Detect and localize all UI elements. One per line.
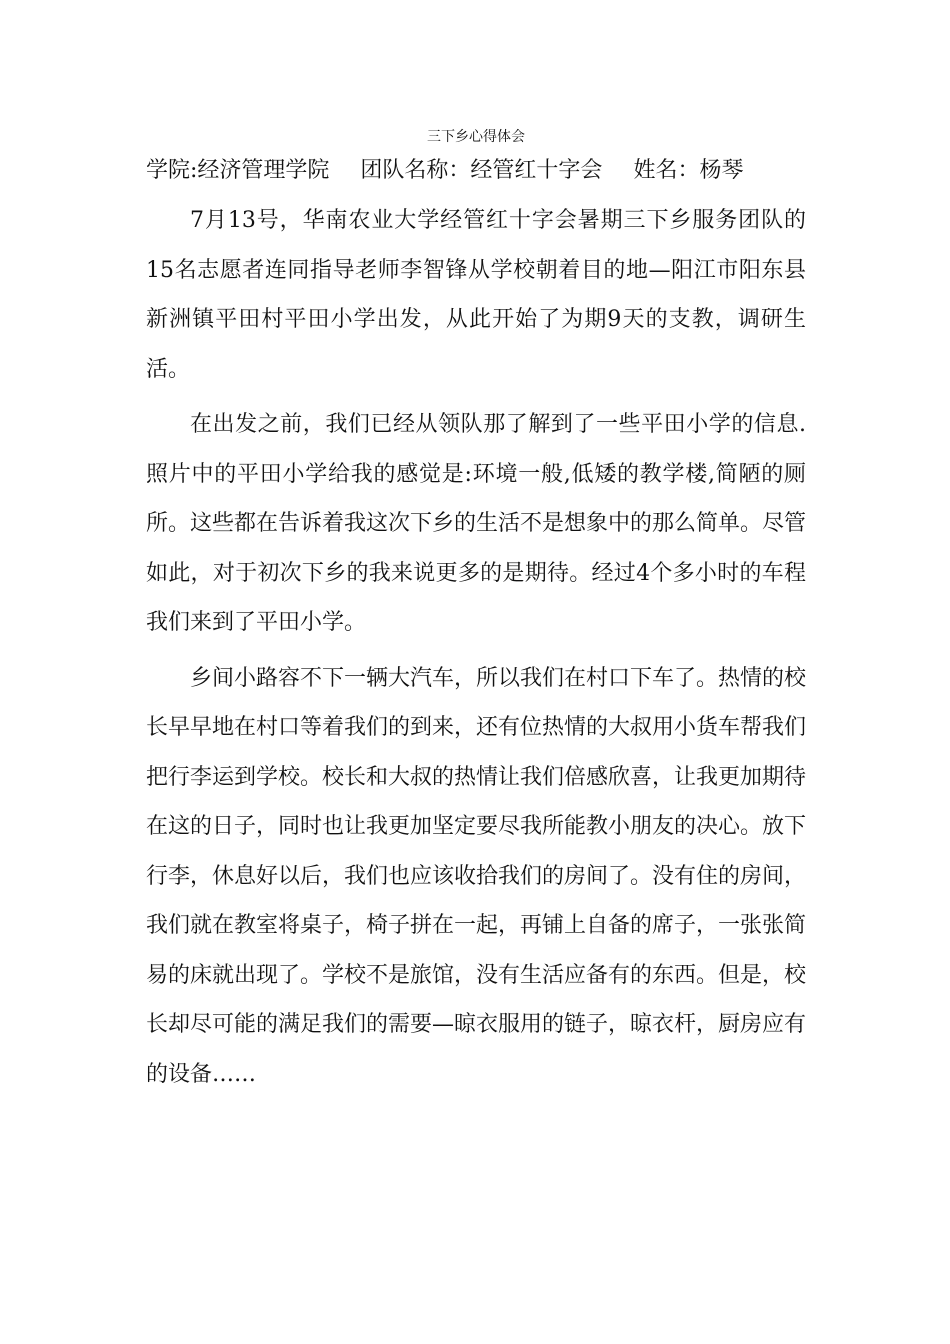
team-label: 团队名称：经管红十字会 <box>360 158 603 183</box>
body-paragraph: 7月13号，华南农业大学经管红十字会暑期三下乡服务团队的15名志愿者连同指导老师李智锋从学校朝着目的地—阳江市阳东县新洲镇平田村平田小学出发，从此开始了为期9天的支教，调研生活。 <box>146 208 806 382</box>
document-page <box>146 122 806 1099</box>
body-paragraph: 在出发之前，我们已经从领队那了解到了一些平田小学的信息.照片中的平田小学给我的感觉是:环境一般,低矮的教学楼,简陋的厕所。这些都在告诉着我这次下乡的生活不是想象中的那么简单。尽管如此，对于初次下乡的我来说更多的是期待。经过4个多小时的车程我们来到了平田小学。 <box>146 412 807 635</box>
author-name-label: 姓名：杨琴 <box>633 158 744 183</box>
document-title: 三下乡心得体会 <box>427 129 525 145</box>
body-paragraph: 乡间小路容不下一辆大汽车，所以我们在村口下车了。热情的校长早早地在村口等着我们的到来，还有位热情的大叔用小货车帮我们把行李运到学校。校长和大叔的热情让我们倍感欣喜，让我更加期待在这的日子，同时也让我更加坚定要尽我所能教小朋友的决心。放下行李，休息好以后，我们也应该收拾我们的房间了。没有住的房间，我们就在教室将桌子，椅子拼在一起，再铺上自备的席子，一张张简易的床就出现了。学校不是旅馆，没有生活应备有的东西。但是，校长却尽可能的满足我们的需要—晾衣服用的链子，晾衣杆，厨房应有的设备…… <box>146 665 807 1087</box>
author-info-line <box>146 152 806 190</box>
college-label: 学院:经济管理学院 <box>146 158 330 183</box>
